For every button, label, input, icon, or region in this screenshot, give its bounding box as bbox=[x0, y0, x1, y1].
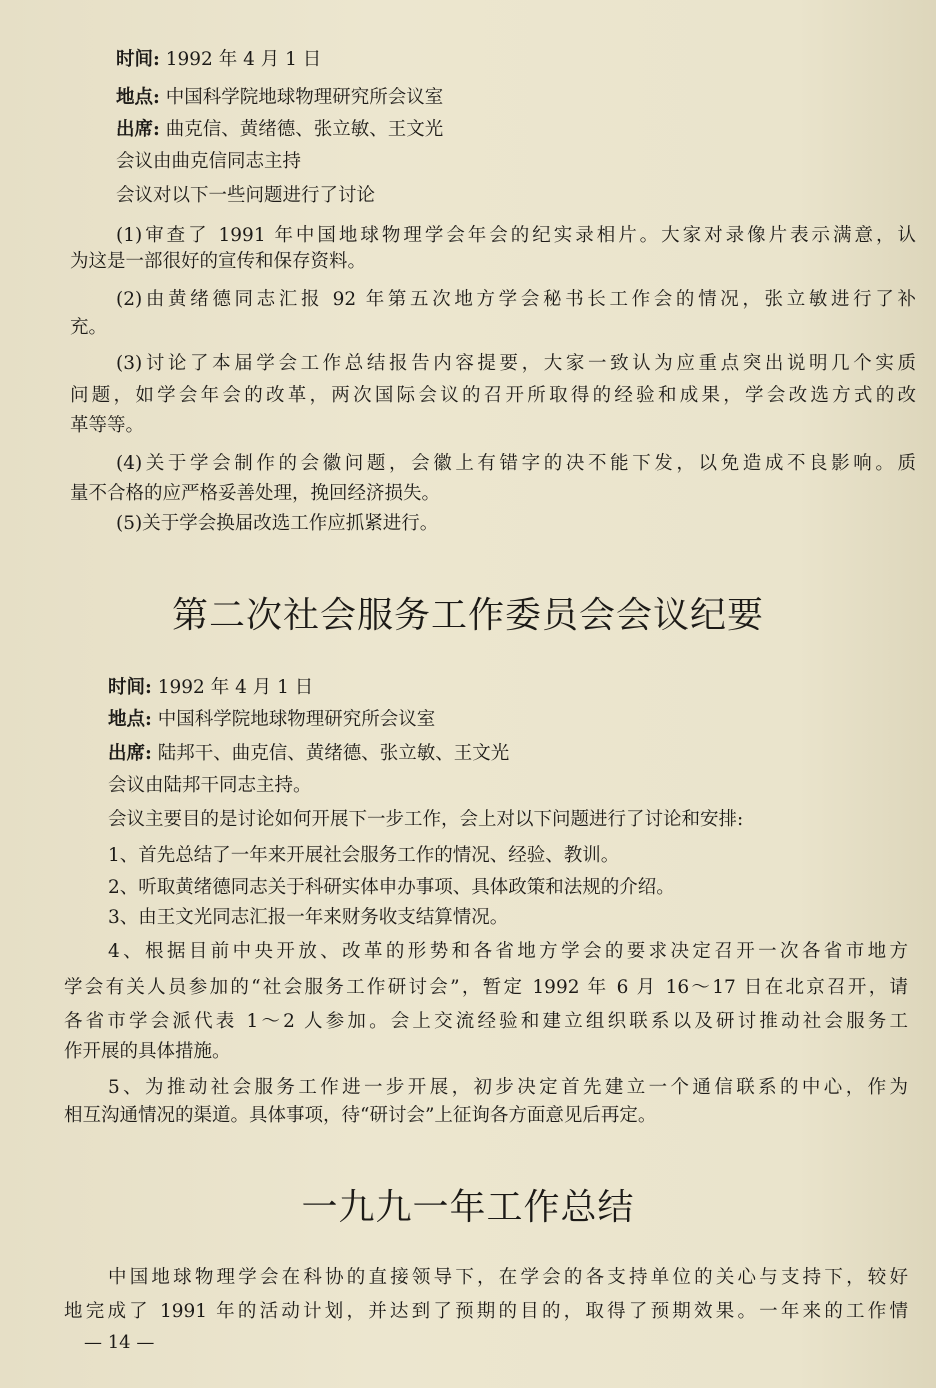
s1-time-label: 时间: bbox=[116, 49, 160, 70]
s3-title: 一九九一年工作总结 bbox=[301, 1187, 635, 1228]
s2-attend bbox=[108, 742, 509, 766]
s2-item3-line1: 3、由王文光同志汇报一年来财务收支结算情况。 bbox=[108, 907, 509, 928]
s2-item5-line2: 相互沟通情况的渠道。具体事项，待“研讨会”上征询各方面意见后再定。 bbox=[64, 1105, 657, 1126]
s1-attend-value: 曲克信、黄绪德、张立敏、王文光 bbox=[165, 119, 444, 140]
s1-item5-line1: (5)关于学会换届改选工作应抓紧进行。 bbox=[116, 513, 439, 534]
s2-item4-line2: 学会有关人员参加的“社会服务工作研讨会”，暂定 1992 年 6 月 16～17 日在北京召开，请 bbox=[64, 977, 908, 998]
s2-item2-line1: 2、听取黄绪德同志关于科研实体申办事项、具体政策和法规的介绍。 bbox=[108, 877, 675, 898]
s2-time-value: 1992 年 4 月 1 日 bbox=[157, 677, 314, 698]
s2-intro: 会议主要目的是讨论如何开展下一步工作，会上对以下问题进行了讨论和安排: bbox=[108, 809, 744, 830]
s2-time-label: 时间: bbox=[108, 677, 152, 698]
s2-title: 第二次社会服务工作委员会会议纪要 bbox=[171, 595, 764, 636]
s1-item1-line2: 为这是一部很好的宣传和保存资料。 bbox=[70, 251, 367, 272]
s3-para-line1: 中国地球物理学会在科协的直接领导下，在学会的各支持单位的关心与支持下，较好 bbox=[108, 1267, 908, 1288]
s2-place bbox=[108, 708, 435, 732]
s1-item1-line1: (1)审查了 1991 年中国地球物理学会年会的纪实录相片。大家对录像片表示满意，认 bbox=[116, 225, 916, 246]
s2-attend-value: 陆邦干、曲克信、黄绪德、张立敏、王文光 bbox=[157, 743, 510, 764]
s1-item4-line1: (4)关于学会制作的会徽问题，会徽上有错字的决不能下发，以免造成不良影响。质 bbox=[116, 453, 916, 474]
s1-item3-line2: 问题，如学会年会的改革，两次国际会议的召开所取得的经验和成果，学会改选方式的改 bbox=[70, 385, 916, 406]
s1-place-label: 地点: bbox=[116, 87, 160, 108]
s2-place-label: 地点: bbox=[108, 709, 152, 730]
s2-item5-line1: 5、为推动社会服务工作进一步开展，初步决定首先建立一个通信联系的中心，作为 bbox=[108, 1077, 908, 1098]
s3-para-line2: 地完成了 1991 年的活动计划，并达到了预期的目的，取得了预期效果。一年来的工作情 bbox=[64, 1301, 908, 1322]
s2-host: 会议由陆邦干同志主持。 bbox=[108, 775, 312, 796]
s2-item1-line1: 1、首先总结了一年来开展社会服务工作的情况、经验、教训。 bbox=[108, 845, 620, 866]
s2-item4-line4: 作开展的具体措施。 bbox=[64, 1041, 231, 1062]
s1-item4-line2: 量不合格的应严格妥善处理，挽回经济损失。 bbox=[70, 483, 441, 504]
s2-attend-label: 出席: bbox=[108, 743, 152, 764]
s2-item4-line3: 各省市学会派代表 1～2 人参加。会上交流经验和建立组织联系以及研讨推动社会服务工 bbox=[64, 1011, 908, 1032]
s1-item3-line1: (3)讨论了本届学会工作总结报告内容提要，大家一致认为应重点突出说明几个实质 bbox=[116, 353, 916, 374]
s1-time bbox=[116, 48, 321, 72]
s1-item2-line1: (2)由黄绪德同志汇报 92 年第五次地方学会秘书长工作会的情况，张立敏进行了补 bbox=[116, 289, 916, 310]
s2-place-value: 中国科学院地球物理研究所会议室 bbox=[157, 709, 436, 730]
s1-place-value: 中国科学院地球物理研究所会议室 bbox=[165, 87, 444, 108]
s1-item3-line3: 革等等。 bbox=[70, 415, 145, 436]
s1-attend-label: 出席: bbox=[116, 119, 160, 140]
s1-host: 会议由曲克信同志主持 bbox=[116, 151, 302, 172]
s2-item4-line1: 4、根据目前中央开放、改革的形势和各省地方学会的要求决定召开一次各省市地方 bbox=[108, 941, 908, 962]
s1-intro: 会议对以下一些问题进行了讨论 bbox=[116, 185, 376, 206]
s1-time-value: 1992 年 4 月 1 日 bbox=[165, 49, 322, 70]
s1-attend bbox=[116, 118, 443, 142]
s1-place bbox=[116, 86, 443, 110]
s1-item2-line2: 充。 bbox=[70, 317, 108, 338]
page-number: — 14 — bbox=[84, 1332, 155, 1353]
s2-time bbox=[108, 676, 313, 700]
